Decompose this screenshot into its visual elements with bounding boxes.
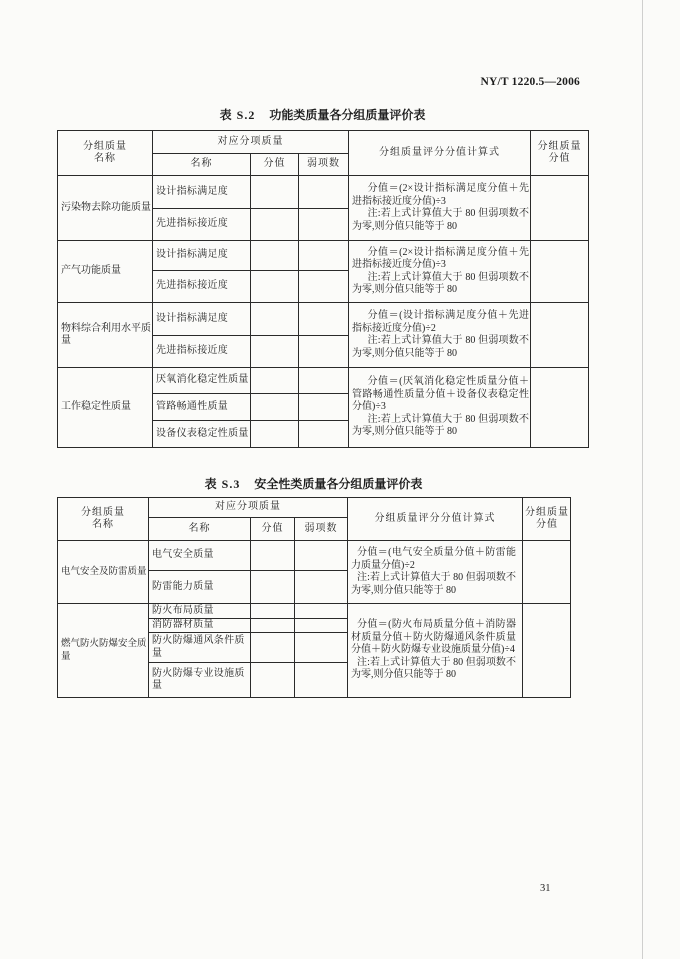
item-name: 设计指标满足度	[153, 303, 251, 336]
table-s3	[57, 497, 571, 698]
item-name: 先进指标接近度	[153, 336, 251, 368]
item-score-cell	[251, 394, 299, 421]
formula-note: 注:若上式计算值大于 80 但弱项数不为零,则分值只能等于 80	[351, 572, 517, 596]
item-name: 设计指标满足度	[153, 241, 251, 271]
header-group-score: 分组质量分值	[523, 498, 571, 541]
formula-note: 注:若上式计算值大于 80 但弱项数不为零,则分值只能等于 80	[352, 208, 530, 232]
header-group-name: 分组质量名称	[58, 498, 149, 541]
table-s2	[57, 130, 589, 448]
item-weak-count-cell	[299, 271, 349, 303]
formula-cell	[348, 541, 523, 604]
group-name: 污染物去除功能质量	[58, 176, 153, 241]
item-weak-count-cell	[299, 394, 349, 421]
header-group-score: 分组质量分值	[531, 131, 589, 176]
formula-cell	[349, 176, 531, 241]
group-score-cell	[531, 176, 589, 241]
formula-note: 注:若上式计算值大于 80 但弱项数不为零,则分值只能等于 80	[352, 413, 530, 438]
table-s3-label: 表 S.3	[204, 477, 241, 491]
group-score-cell	[531, 303, 589, 368]
item-score-cell	[251, 571, 295, 604]
group-score-cell	[531, 241, 589, 303]
header-group-name: 分组质量名称	[58, 131, 153, 176]
table-s2-title: 功能类质量各分组质量评价表	[269, 108, 426, 122]
formula-text: 分值＝(防火布局质量分值＋消防器材质量分值＋防火防爆通风条件质量分值＋防火防爆专业设施质量分值)÷4	[351, 619, 517, 656]
item-weak-count-cell	[299, 421, 349, 448]
item-weak-count-cell	[295, 541, 348, 571]
header-formula: 分组质量评分分值计算式	[348, 498, 523, 541]
formula-note: 注:若上式计算值大于 80 但弱项数不为零,则分值只能等于 80	[351, 656, 517, 681]
item-weak-count-cell	[295, 663, 348, 698]
item-weak-count-cell	[299, 336, 349, 368]
formula-text: 分值＝(电气安全质量分值＋防雷能力质量分值)÷2	[351, 547, 517, 571]
formula-text: 分值＝(2×设计指标满足度分值＋先进指标接近度分值)÷3	[352, 246, 530, 270]
item-name: 防火防爆通风条件质量	[149, 633, 251, 663]
item-score-cell	[251, 176, 299, 209]
item-weak-count-cell	[299, 368, 349, 394]
item-weak-count-cell	[295, 619, 348, 633]
formula-cell	[349, 368, 531, 448]
header-item-score: 分值	[251, 518, 295, 541]
formula-cell	[349, 241, 531, 303]
group-name: 燃气防火防爆安全质量	[58, 604, 149, 698]
item-weak-count-cell	[295, 604, 348, 619]
group-score-cell	[523, 604, 571, 698]
header-item-name: 名称	[149, 518, 251, 541]
item-weak-count-cell	[295, 633, 348, 663]
item-score-cell	[251, 604, 295, 619]
formula-note: 注:若上式计算值大于 80 但弱项数不为零,则分值只能等于 80	[352, 335, 530, 359]
table-s3-caption	[57, 475, 570, 492]
formula-cell	[348, 604, 523, 698]
item-score-cell	[251, 303, 299, 336]
group-score-cell	[523, 541, 571, 604]
item-name: 先进指标接近度	[153, 271, 251, 303]
item-score-cell	[251, 541, 295, 571]
item-score-cell	[251, 368, 299, 394]
item-name: 管路畅通性质量	[153, 394, 251, 421]
header-formula: 分组质量评分分值计算式	[349, 131, 531, 176]
item-name: 消防器材质量	[149, 619, 251, 633]
item-name: 先进指标接近度	[153, 209, 251, 241]
item-weak-count-cell	[299, 303, 349, 336]
table-s2-caption	[57, 106, 588, 123]
formula-text: 分值＝(设计指标满足度分值＋先进指标接近度分值)÷2	[352, 310, 530, 334]
group-name: 物料综合利用水平质量	[58, 303, 153, 368]
item-score-cell	[251, 209, 299, 241]
group-score-cell	[531, 368, 589, 448]
formula-note: 注:若上式计算值大于 80 但弱项数不为零,则分值只能等于 80	[352, 271, 530, 295]
header-weak-count: 弱项数	[295, 518, 348, 541]
header-sub-quality: 对应分项质量	[153, 131, 349, 154]
page-number: 31	[540, 883, 551, 894]
item-name: 防雷能力质量	[149, 571, 251, 604]
item-name: 设备仪表稳定性质量	[153, 421, 251, 448]
header-sub-quality: 对应分项质量	[149, 498, 348, 518]
item-name: 防火防爆专业设施质量	[149, 663, 251, 698]
formula-text: 分值＝(厌氧消化稳定性质量分值＋管路畅通性质量分值＋设备仪表稳定性分值)÷3	[352, 376, 530, 413]
formula-text: 分值＝(2×设计指标满足度分值＋先进指标接近度分值)÷3	[352, 183, 530, 207]
item-name: 设计指标满足度	[153, 176, 251, 209]
table-s3-title: 安全性类质量各分组质量评价表	[254, 477, 423, 491]
header-weak-count: 弱项数	[299, 154, 349, 176]
header-item-score: 分值	[251, 154, 299, 176]
group-name: 电气安全及防雷质量	[58, 541, 149, 604]
item-score-cell	[251, 271, 299, 303]
item-score-cell	[251, 633, 295, 663]
group-name: 产气功能质量	[58, 241, 153, 303]
item-score-cell	[251, 663, 295, 698]
item-score-cell	[251, 336, 299, 368]
standard-code: NY/T 1220.5—2006	[480, 76, 580, 88]
table-s2-label: 表 S.2	[219, 108, 256, 122]
item-weak-count-cell	[299, 176, 349, 209]
item-weak-count-cell	[295, 571, 348, 604]
item-name: 厌氧消化稳定性质量	[153, 368, 251, 394]
formula-cell	[349, 303, 531, 368]
item-weak-count-cell	[299, 241, 349, 271]
item-name: 防火布局质量	[149, 604, 251, 619]
scan-edge-line	[642, 0, 643, 959]
item-score-cell	[251, 619, 295, 633]
item-name: 电气安全质量	[149, 541, 251, 571]
item-weak-count-cell	[299, 209, 349, 241]
item-score-cell	[251, 241, 299, 271]
group-name: 工作稳定性质量	[58, 368, 153, 448]
item-score-cell	[251, 421, 299, 448]
header-item-name: 名称	[153, 154, 251, 176]
